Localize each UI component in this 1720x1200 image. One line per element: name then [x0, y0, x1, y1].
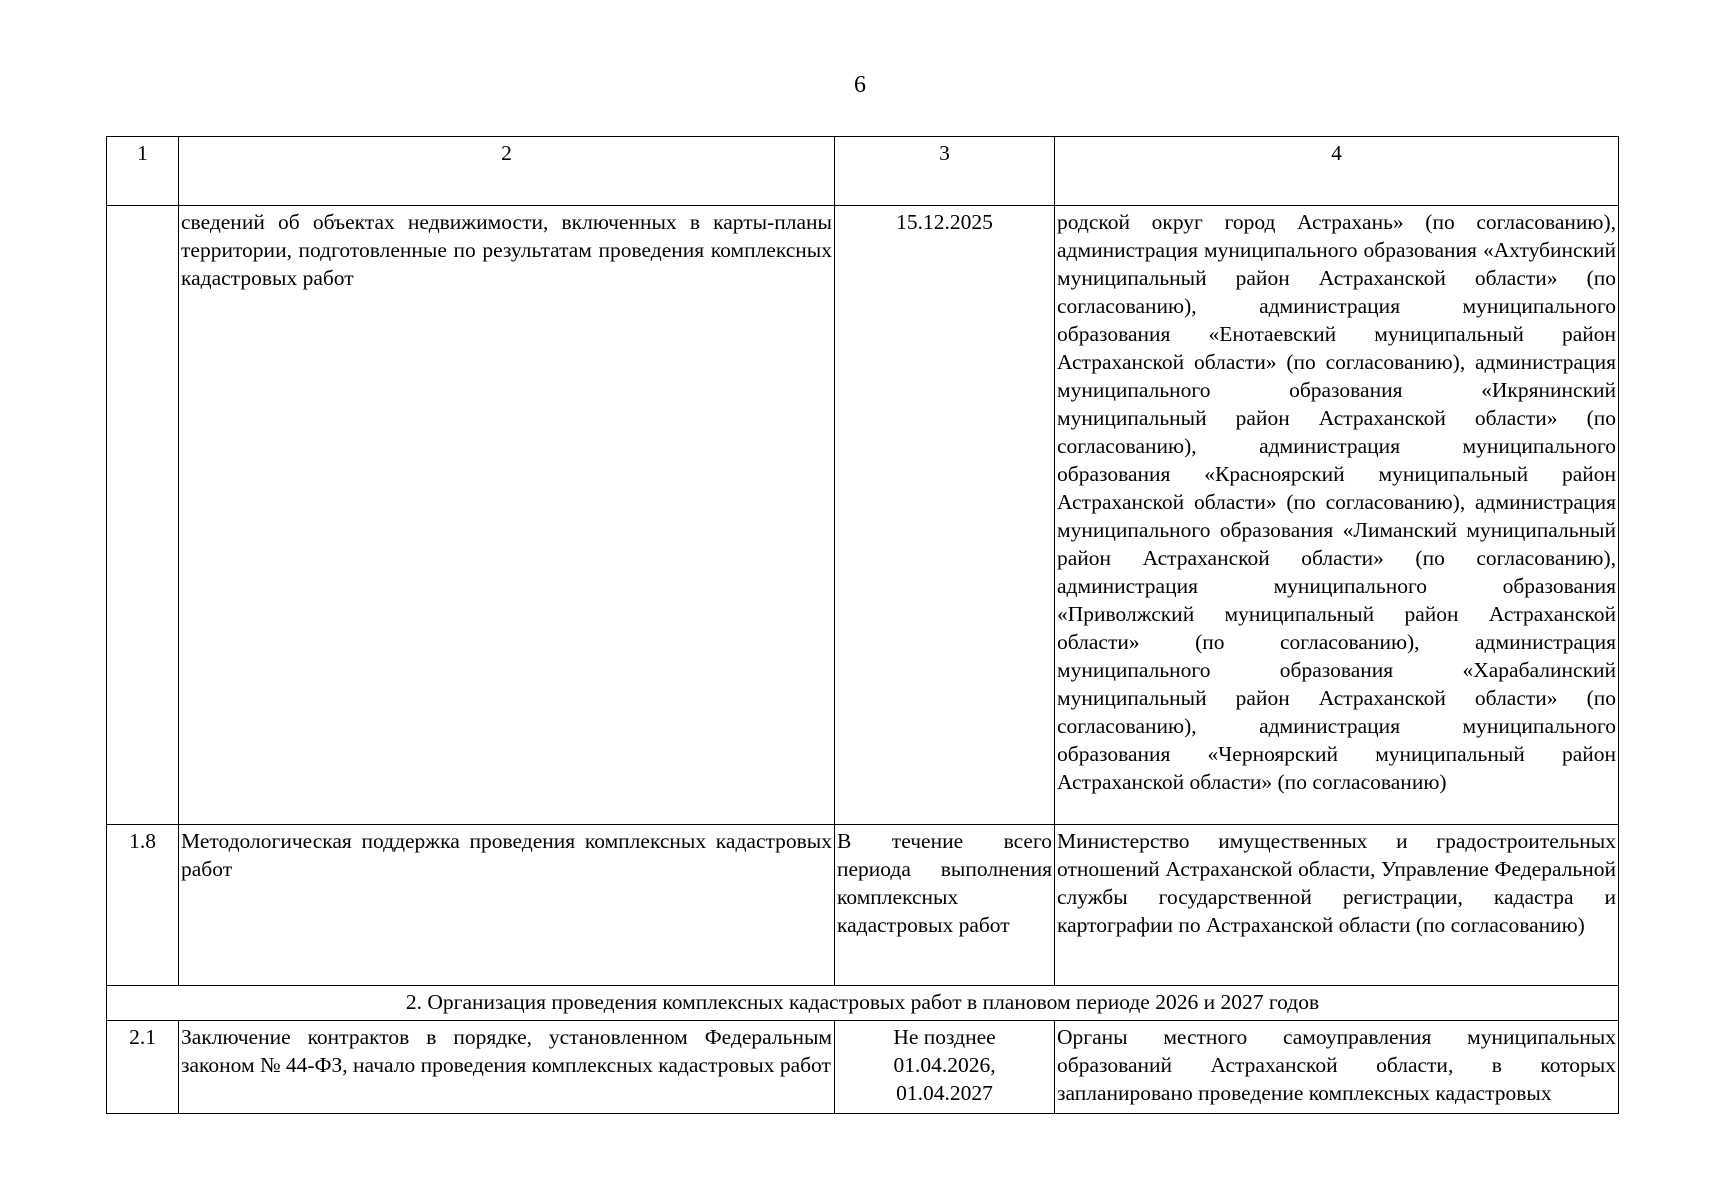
- table-row: [107, 1021, 1619, 1114]
- header-col-2: 2: [179, 137, 835, 206]
- header-col-4: 4: [1055, 137, 1619, 206]
- header-col-3: 3: [835, 137, 1055, 206]
- row-deadline: 15.12.2025: [835, 206, 1055, 825]
- row-number: 2.1: [107, 1021, 179, 1114]
- row-description: Методологическая поддержка проведения комплексных кадастровых работ: [179, 825, 835, 986]
- row-deadline: [835, 1021, 1055, 1114]
- row-number: [107, 206, 179, 825]
- row-description: Заключение контрактов в порядке, установленном Федеральным законом № 44-ФЗ, начало проведения комплексных кадастровых работ: [179, 1021, 835, 1114]
- plan-table: [106, 136, 1619, 1114]
- deadline-line: Не позднее: [893, 1025, 996, 1049]
- table-header-row: [107, 137, 1619, 206]
- header-col-1: 1: [107, 137, 179, 206]
- row-responsible: Органы местного самоуправления муниципальных образований Астраханской области, в которых запланировано проведение комплексных кадастровых: [1055, 1021, 1619, 1114]
- deadline-line: 01.04.2027: [896, 1081, 993, 1105]
- page-number: 6: [854, 72, 866, 98]
- section-title: 2. Организация проведения комплексных кадастровых работ в плановом периоде 2026 и 2027 годов: [107, 986, 1619, 1021]
- row-description: сведений об объектах недвижимости, включенных в карты-планы территории, подготовленные по результатам проведения комплексных кадастровых работ: [179, 206, 835, 825]
- row-number: 1.8: [107, 825, 179, 986]
- row-deadline: В течение всего периода выполнения комплексных кадастровых работ: [835, 825, 1055, 986]
- row-responsible: родской округ город Астрахань» (по согласованию), администрация муниципального образования «Ахтубинский муниципальный район Астраханской области» (по согласованию), администрация муниципального образования «Енотаевский муниципальный район Астраханской области» (по согласованию), администрация муниципального образования «Икрянинский муниципальный район Астраханской области» (по согласованию), администрация муниципального образования «Красноярский муниципальный район Астраханской области» (по согласованию), администрация муниципального образования «Лиманский муниципальный район Астраханской области» (по согласованию), администрация муниципального образования «Приволжский муниципальный район Астраханской области» (по согласованию), администрация муниципального образования «Харабалинский муниципальный район Астраханской области» (по согласованию), администрация муниципального образования «Черноярский муниципальный район Астраханской области» (по согласованию): [1055, 206, 1619, 825]
- table-row: [107, 825, 1619, 986]
- deadline-line: 01.04.2026,: [893, 1053, 996, 1077]
- row-responsible: Министерство имущественных и градостроительных отношений Астраханской области, Управление Федеральной службы государственной регистрации, кадастра и картографии по Астраханской области (по согласованию): [1055, 825, 1619, 986]
- section-row: [107, 986, 1619, 1021]
- table-row: [107, 206, 1619, 825]
